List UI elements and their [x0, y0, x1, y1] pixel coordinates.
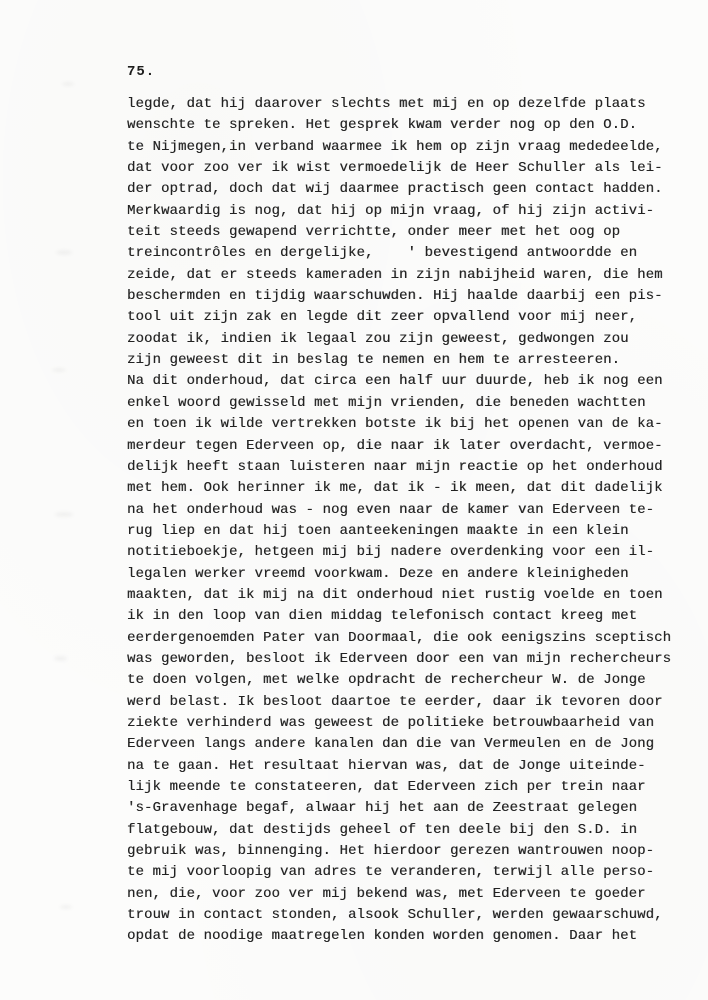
text-line: zijn geweest dit in beslag te nemen en hem te arresteeren. [127, 352, 621, 369]
text-line: tool uit zijn zak en legde dit zeer opvallend voor mij neer, [127, 309, 638, 326]
text-line: na te gaan. Het resultaat hiervan was, dat de Jonge uiteinde- [127, 757, 646, 774]
text-line: te Nijmegen,in verband waarmee ik hem op zijn vraag mededeelde, [127, 138, 663, 155]
text-line: Na dit onderhoud, dat circa een half uur duurde, heb ik nog een [127, 373, 663, 390]
text-line: gebruik was, binnenging. Het hierdoor gerezen wantrouwen noop- [127, 843, 655, 860]
text-line: trouw in contact stonden, alsook Schuller, werden gewaarschuwd, [127, 907, 663, 924]
text-line: zeide, dat er steeds kameraden in zijn nabijheid waren, die hem [127, 266, 663, 283]
text-line: merdeur tegen Ederveen op, die naar ik later overdacht, vermoe- [127, 437, 663, 454]
text-line: opdat de noodige maatregelen konden worden genomen. Daar het [127, 928, 638, 945]
text-line: eerdergenoemden Pater van Doormaal, die ook eenigszins sceptisch [127, 629, 672, 646]
scan-smudge [54, 656, 67, 661]
text-line: met hem. Ook herinner ik me, dat ik - ik meen, dat dit dadelijk [127, 480, 663, 497]
text-line: 's-Gravenhage begaf, alwaar hij het aan de Zeestraat gelegen [127, 800, 638, 817]
text-line: ziekte verhinderd was geweest de politieke betrouwbaarheid van [127, 714, 655, 731]
text-line: zoodat ik, indien ik legaal zou zijn geweest, gedwongen zou [127, 330, 629, 347]
text-line: na het onderhoud was - nog even naar de kamer van Ederveen te- [127, 501, 655, 518]
text-line: legde, dat hij daarover slechts met mij en op dezelfde plaats [127, 96, 646, 112]
document-text [127, 94, 687, 948]
text-line: teit steeds gewapend verrichtte, onder meer met het oog op [127, 224, 621, 241]
text-line: enkel woord gewisseld met mijn vrienden, die beneden wachtten [127, 394, 646, 411]
text-line: werd belast. Ik besloot daartoe te eerder, daar ik tevoren door [127, 693, 663, 710]
text-line: legalen werker vreemd voorkwam. Deze en andere kleinigheden [127, 565, 629, 582]
text-line: notitieboekje, hetgeen mij bij nadere overdenking voor een il- [127, 544, 655, 561]
scan-smudge [60, 905, 72, 909]
text-line: Ederveen langs andere kanalen dan die van Vermeulen en de Jong [127, 736, 655, 753]
text-line: te mij voorloopig van adres te veranderen, terwijl alle perso- [127, 864, 655, 881]
text-line: dat voor zoo ver ik wist vermoedelijk de Heer Schuller als lei- [127, 160, 663, 177]
text-line: was geworden, besloot ik Ederveen door een van mijn rechercheurs [127, 650, 672, 667]
text-line: der optrad, doch dat wij daarmee practisch geen contact hadden. [127, 181, 663, 198]
scan-smudge [52, 368, 66, 372]
text-line: te doen volgen, met welke opdracht de rechercheur W. de Jonge [127, 672, 646, 689]
text-line: delijk heeft staan luisteren naar mijn reactie op het onderhoud [127, 458, 663, 475]
text-line: beschermden en tijdig waarschuwden. Hij haalde daarbij een pis- [127, 288, 663, 305]
scan-smudge [56, 250, 72, 255]
text-line: flatgebouw, dat destijds geheel of ten deele bij den S.D. in [127, 821, 638, 838]
text-line: lijk meende te constateeren, dat Ederveen zich per trein naar [127, 779, 646, 795]
scan-smudge [62, 82, 74, 86]
text-line: nen, die, voor zoo ver mij bekend was, met Ederveen te goeder [127, 885, 646, 902]
text-line: wenschte te spreken. Het gesprek kwam verder nog op den O.D. [127, 117, 638, 134]
text-line: en toen ik wilde vertrekken botste ik bij het openen van de ka- [127, 416, 663, 433]
text-line: ik in den loop van dien middag telefonisch contact kreeg met [127, 608, 638, 625]
text-line: rug liep en dat hij toen aanteekeningen maakte in een klein [127, 522, 629, 539]
scan-smudge [55, 512, 73, 517]
page-number: 75. [127, 64, 156, 80]
text-line: Merkwaardig is nog, dat hij op mijn vraag, of hij zijn activi- [127, 202, 655, 219]
text-line: treincontrôles en dergelijke, ' bevestigend antwoordde en [127, 245, 638, 262]
text-line: maakten, dat ik mij na dit onderhoud niet rustig voelde en toen [127, 586, 663, 603]
